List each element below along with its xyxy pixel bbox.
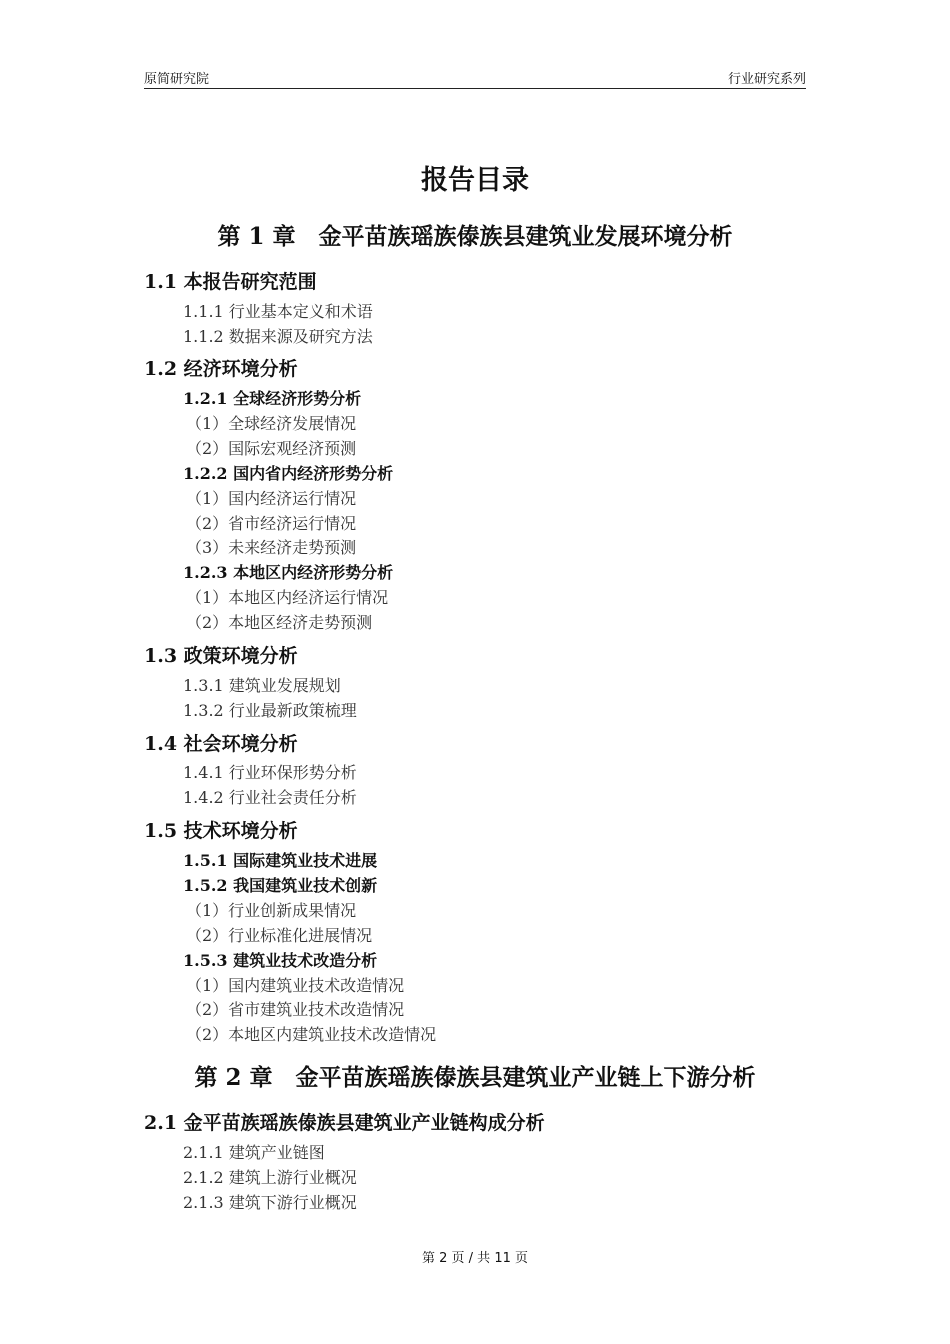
- toc-item-entry: （2）国际宏观经济预测: [186, 439, 357, 458]
- toc-sub-bold-entry: 1.5.1 国际建筑业技术进展: [183, 851, 378, 870]
- toc-sub-entry: 1.1.1 行业基本定义和术语: [183, 302, 373, 321]
- toc-section-entry: 1.2 经济环境分析: [144, 358, 298, 380]
- toc-section-entry: 1.5 技术环境分析: [144, 820, 298, 842]
- toc-section-entry: 1.3 政策环境分析: [144, 645, 298, 667]
- header-org-name: 原简研究院: [144, 72, 210, 87]
- toc-item-entry: （3）未来经济走势预测: [186, 538, 357, 557]
- toc-section-entry: 1.4 社会环境分析: [144, 733, 298, 755]
- toc-item-entry: （1）国内经济运行情况: [186, 489, 357, 508]
- toc-sub-entry: 2.1.3 建筑下游行业概况: [183, 1193, 357, 1212]
- toc-sub-bold-entry: 1.2.3 本地区内经济形势分析: [183, 563, 394, 582]
- toc-sub-bold-entry: 1.2.1 全球经济形势分析: [183, 389, 362, 408]
- page-header: [144, 68, 806, 89]
- toc-sub-entry: 1.4.1 行业环保形势分析: [183, 763, 357, 782]
- toc-sub-entry: 1.3.1 建筑业发展规划: [183, 676, 341, 695]
- toc-item-entry: （1）全球经济发展情况: [186, 414, 357, 433]
- toc-item-entry: （1）本地区内经济运行情况: [186, 588, 389, 607]
- toc-sub-entry: 2.1.2 建筑上游行业概况: [183, 1168, 357, 1187]
- header-series-name: 行业研究系列: [727, 72, 806, 87]
- toc-sub-bold-entry: 1.5.2 我国建筑业技术创新: [183, 876, 378, 895]
- toc-chapter-entry: 第 2 章 金平苗族瑶族傣族县建筑业产业链上下游分析: [194, 1064, 756, 1091]
- toc-section-entry: 1.1 本报告研究范围: [144, 271, 317, 293]
- toc-sub-bold-entry: 1.5.3 建筑业技术改造分析: [183, 951, 378, 970]
- toc-item-entry: （1）国内建筑业技术改造情况: [186, 976, 405, 995]
- toc-item-entry: （2）省市经济运行情况: [186, 514, 357, 533]
- toc-item-entry: （1）行业创新成果情况: [186, 901, 357, 920]
- toc-item-entry: （2）省市建筑业技术改造情况: [186, 1000, 405, 1019]
- toc-sub-entry: 1.4.2 行业社会责任分析: [183, 788, 357, 807]
- toc-section-entry: 2.1 金平苗族瑶族傣族县建筑业产业链构成分析: [144, 1112, 545, 1134]
- page-footer: 第 2 页 / 共 11 页: [422, 1251, 528, 1266]
- toc-item-entry: （2）行业标准化进展情况: [186, 926, 373, 945]
- toc-chapter-entry: 第 1 章 金平苗族瑶族傣族县建筑业发展环境分析: [217, 223, 733, 250]
- report-title: 报告目录: [421, 165, 529, 196]
- toc-item-entry: （2）本地区内建筑业技术改造情况: [186, 1025, 437, 1044]
- toc-sub-entry: 2.1.1 建筑产业链图: [183, 1143, 325, 1162]
- toc-sub-entry: 1.3.2 行业最新政策梳理: [183, 701, 357, 720]
- toc-sub-bold-entry: 1.2.2 国内省内经济形势分析: [183, 464, 394, 483]
- toc-sub-entry: 1.1.2 数据来源及研究方法: [183, 327, 373, 346]
- toc-item-entry: （2）本地区经济走势预测: [186, 613, 373, 632]
